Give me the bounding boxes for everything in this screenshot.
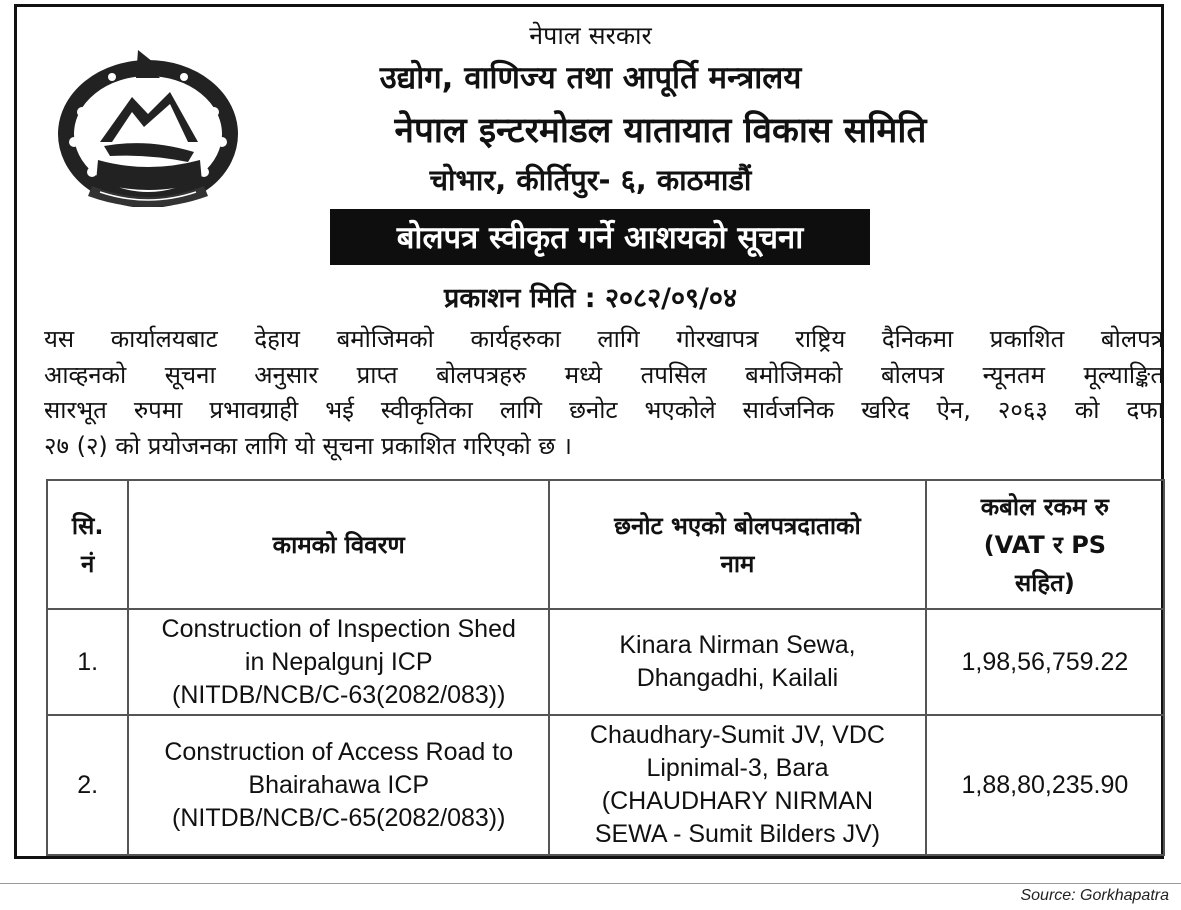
notice-body bbox=[44, 322, 1164, 464]
header-sn bbox=[47, 480, 128, 609]
row-bidder-line: SEWA - Sumit Bilders JV) bbox=[594, 820, 881, 848]
footer-divider bbox=[0, 883, 1181, 884]
notice-title-text: बोलपत्र स्वीकृत गर्ने आशयको सूचना bbox=[396, 220, 804, 256]
source-credit: Source: Gorkhapatra bbox=[1020, 887, 1169, 904]
body-line: २७ (२) को प्रयोजनका लागि यो सूचना प्रकाशित गरिएको छ । bbox=[44, 431, 572, 460]
body-line: यस कार्यालयबाट देहाय बमोजिमको कार्यहरुका लागि गोरखापत्र राष्ट्रिय दैनिकमा प्रकाशित बोलपत्र bbox=[44, 325, 1164, 353]
row-description bbox=[128, 715, 549, 855]
row-amount: 1,88,80,235.90 bbox=[926, 715, 1164, 855]
row-description-line: (NITDB/NCB/C-65(2082/083)) bbox=[172, 803, 506, 832]
row-description-line: in Nepalgunj ICP bbox=[244, 647, 433, 676]
header-description bbox=[128, 480, 549, 609]
table-row bbox=[47, 609, 1164, 715]
row-description-line: Construction of Inspection Shed bbox=[161, 614, 516, 643]
publish-date: प्रकाशन मिति : २०८२/०९/०४ bbox=[444, 283, 737, 314]
notice-title bbox=[330, 209, 870, 265]
row-description bbox=[128, 609, 549, 715]
committee-name: नेपाल इन्टरमोडल यातायात विकास समिति bbox=[394, 111, 927, 151]
row-bidder bbox=[549, 609, 926, 715]
header-amount bbox=[926, 480, 1164, 609]
header-amount-line: सहित) bbox=[1014, 568, 1075, 597]
row-bidder-line: Lipnimal-3, Bara bbox=[646, 754, 829, 782]
office-address: चोभार, कीर्तिपुर- ६, काठमाडौं bbox=[429, 163, 752, 197]
row-bidder-line: Kinara Nirman Sewa, bbox=[619, 631, 856, 659]
ministry-name: उद्योग, वाणिज्य तथा आपूर्ति मन्त्रालय bbox=[379, 60, 802, 96]
row-description-line: Construction of Access Road to bbox=[164, 737, 514, 766]
header-bidder-line: छनोट भएको बोलपत्रदाताको bbox=[614, 511, 861, 540]
table-header-row bbox=[47, 480, 1164, 609]
header-description-line: कामको विवरण bbox=[272, 530, 405, 559]
header-bidder-line: नाम bbox=[720, 549, 755, 578]
row-bidder-line: Chaudhary-Sumit JV, VDC bbox=[589, 721, 885, 749]
body-line: सारभूत रुपमा प्रभावग्राही भई स्वीकृतिका लागि छनोट भएकोले सार्वजनिक खरिद ऐन, २०६३ को दफा bbox=[44, 396, 1164, 424]
row-amount: 1,98,56,759.22 bbox=[926, 609, 1164, 715]
row-bidder bbox=[549, 715, 926, 855]
header-bidder bbox=[549, 480, 926, 609]
bid-table bbox=[46, 479, 1165, 856]
government-name: नेपाल सरकार bbox=[529, 21, 652, 50]
row-sn: 1. bbox=[47, 609, 128, 715]
header-sn-line: नं bbox=[81, 549, 95, 578]
row-bidder-line: (CHAUDHARY NIRMAN bbox=[601, 787, 874, 815]
row-bidder-line: Dhangadhi, Kailali bbox=[636, 664, 839, 692]
row-sn: 2. bbox=[47, 715, 128, 855]
table-row bbox=[47, 715, 1164, 855]
header-amount-line: (VAT र PS bbox=[983, 530, 1107, 559]
header-sn-line: सि. bbox=[71, 511, 104, 540]
row-description-line: Bhairahawa ICP bbox=[248, 770, 430, 799]
header-amount-line: कबोल रकम रु bbox=[980, 492, 1110, 521]
row-description-line: (NITDB/NCB/C-63(2082/083)) bbox=[172, 680, 506, 709]
body-line: आव्हनको सूचना अनुसार प्राप्त बोलपत्रहरु मध्ये तपसिल बमोजिमको बोलपत्र न्यूनतम मूल्याङ्कित bbox=[44, 360, 1164, 389]
